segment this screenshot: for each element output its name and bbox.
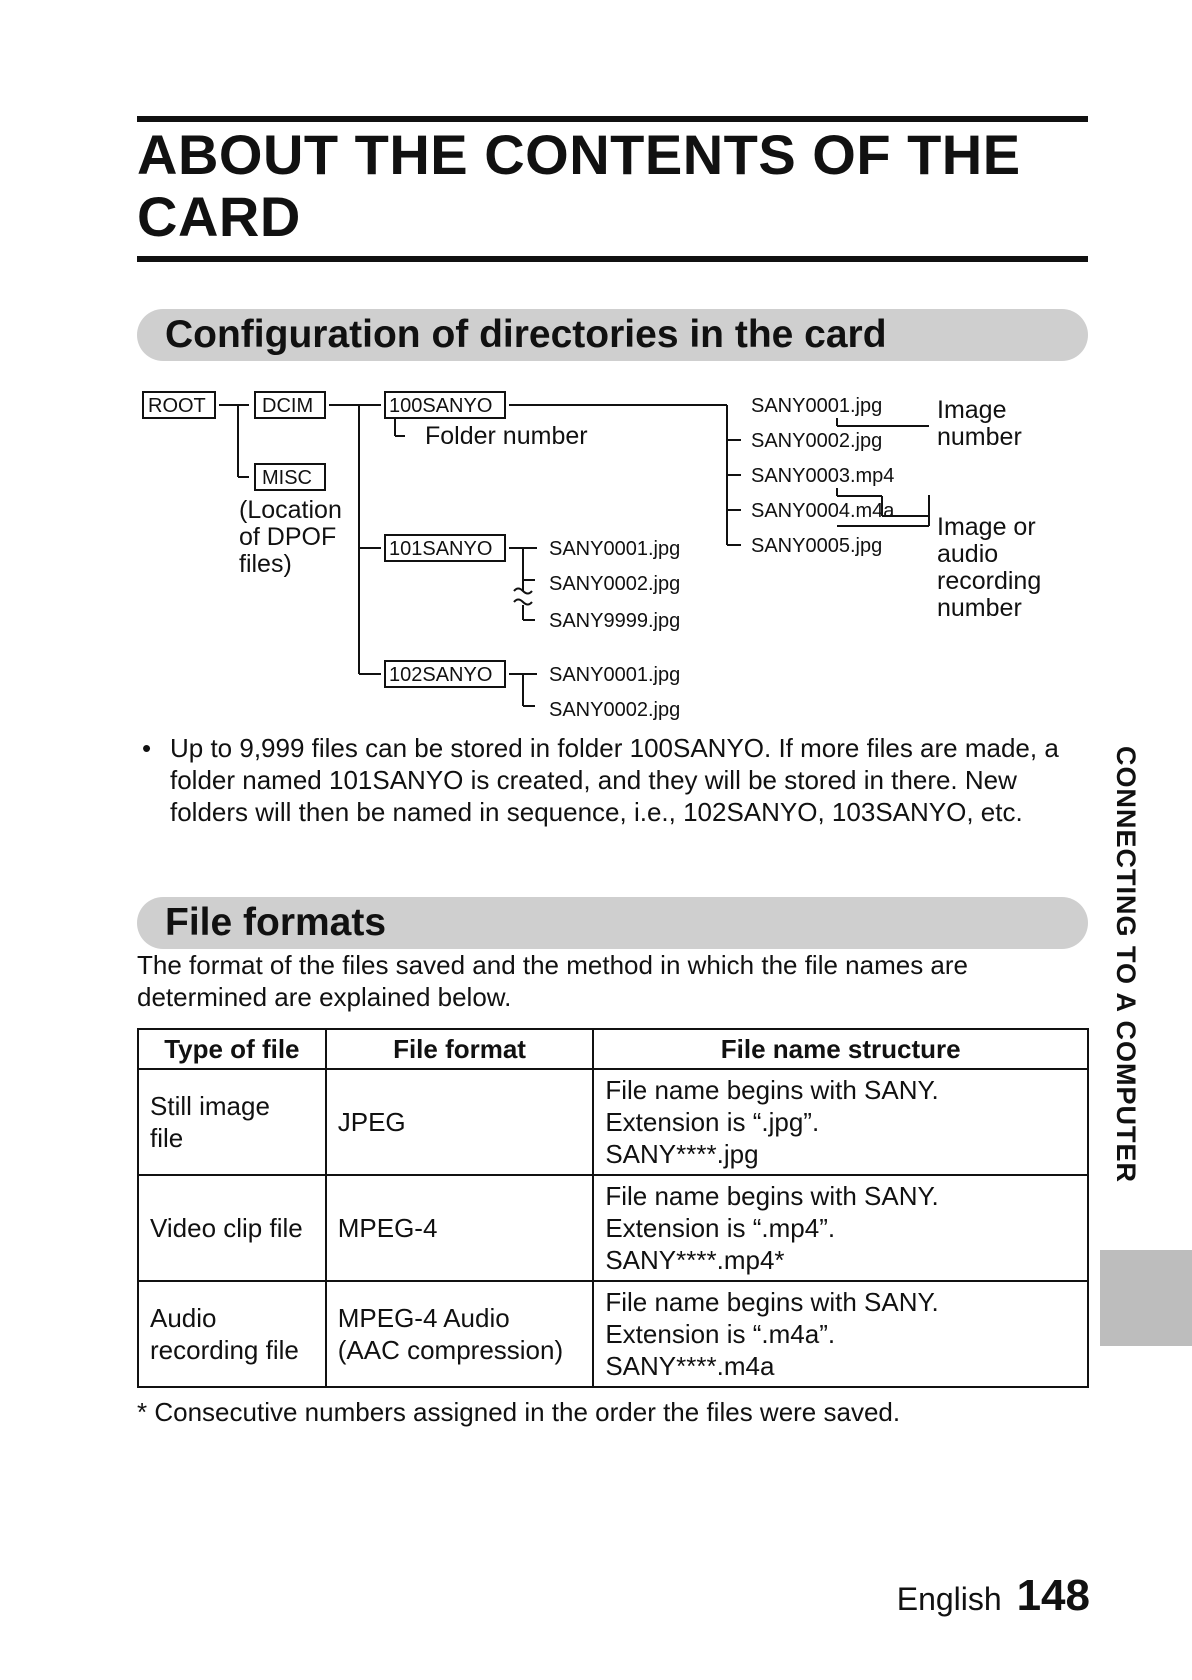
cell-line: JPEG [337, 1107, 406, 1137]
root-label: ROOT [148, 395, 206, 417]
file-100-1: SANY0001.jpg [751, 395, 883, 417]
file-100-4: SANY0004.m4a [751, 500, 895, 522]
cell-line: File name begins with SANY. [605, 1287, 939, 1317]
cell-line: SANY****.mp4* [605, 1245, 785, 1275]
side-tab-marker [1100, 1250, 1192, 1346]
folder-101-label: 101SANYO [389, 538, 493, 560]
header-structure: File name structure [593, 1029, 1088, 1069]
table-row [138, 1175, 1088, 1281]
title-rule-bottom [137, 256, 1088, 262]
header-type: Type of file [138, 1029, 326, 1069]
cell-line: (AAC compression) [337, 1335, 564, 1365]
misc-note-3: files) [239, 550, 292, 578]
file-formats-table [137, 1028, 1089, 1388]
section-title-directories: Configuration of directories in the card [165, 313, 887, 356]
cell-line: MPEG-4 [337, 1213, 438, 1243]
folder-102-label: 102SANYO [389, 664, 493, 686]
file-102-1: SANY0001.jpg [549, 664, 681, 686]
file-102-2: SANY0002.jpg [549, 699, 681, 720]
cell-line: SANY****.m4a [605, 1351, 775, 1381]
cell-structure [593, 1281, 1088, 1387]
cell-type [138, 1069, 326, 1175]
cell-line: File name begins with SANY. [605, 1075, 939, 1105]
cell-line: Extension is “.mp4”. [605, 1213, 836, 1243]
footnote [137, 1396, 1088, 1428]
page-title: ABOUT THE CONTENTS OF THE CARD [137, 123, 1021, 248]
file-101-3: SANY9999.jpg [549, 610, 681, 632]
cell-type [138, 1175, 326, 1281]
footnote-text: Consecutive numbers assigned in the order the files were saved. [154, 1397, 901, 1427]
table-header-row [138, 1029, 1088, 1069]
cell-format [326, 1069, 594, 1175]
formats-intro: The format of the files saved and the method in which the file names are determined are explained below. [137, 950, 969, 1012]
dcim-label: DCIM [262, 395, 314, 417]
misc-note-1: (Location [239, 496, 342, 524]
cell-type [138, 1281, 326, 1387]
cell-line: Extension is “.m4a”. [605, 1319, 836, 1349]
file-101-1: SANY0001.jpg [549, 538, 681, 560]
directory-tree-svg [137, 380, 1088, 720]
language-label: English [896, 1581, 1002, 1617]
image-number-2: number [937, 423, 1022, 451]
folder-note [142, 732, 1082, 828]
folder-note-text: Up to 9,999 files can be stored in folder 100SANYO. If more files are made, a folder named 101SANYO is created, and they will be stored in there. New folders will then be named in sequence, i.e., 102SANYO, 103SANYO, etc. [170, 733, 1059, 827]
page-footer [896, 1571, 1090, 1621]
table-row [138, 1281, 1088, 1387]
cell-line: recording file [150, 1335, 299, 1365]
file-100-2: SANY0002.jpg [751, 430, 883, 452]
image-number-1: Image [937, 396, 1007, 424]
misc-label: MISC [262, 467, 312, 489]
recording-number-3: recording [937, 567, 1042, 595]
footnote-mark: * [137, 1397, 148, 1427]
cell-line: Video clip file [150, 1213, 303, 1243]
section-header-directories [137, 309, 1088, 361]
table-row [138, 1069, 1088, 1175]
folder-100-label: 100SANYO [389, 395, 493, 417]
section-title-formats: File formats [165, 901, 387, 944]
recording-number-2: audio [937, 540, 999, 568]
folder-number-label: Folder number [425, 422, 588, 450]
cell-line: file [150, 1123, 184, 1153]
misc-note-2: of DPOF [239, 523, 337, 551]
cell-line: Extension is “.jpg”. [605, 1107, 820, 1137]
file-101-2: SANY0002.jpg [549, 573, 681, 595]
cell-line: SANY****.jpg [605, 1139, 759, 1169]
file-100-3: SANY0003.mp4 [751, 465, 895, 487]
cell-structure [593, 1069, 1088, 1175]
cell-line: MPEG-4 Audio [337, 1303, 510, 1333]
cell-structure [593, 1175, 1088, 1281]
directory-diagram [137, 380, 1088, 720]
recording-number-4: number [937, 594, 1022, 622]
header-format: File format [326, 1029, 594, 1069]
cell-line: File name begins with SANY. [605, 1181, 939, 1211]
file-100-5: SANY0005.jpg [751, 535, 883, 557]
title-rule-top [137, 116, 1088, 122]
page-number: 148 [1016, 1571, 1090, 1620]
cell-format [326, 1175, 594, 1281]
cell-line: Audio [150, 1303, 217, 1333]
cell-line: Still image [150, 1091, 270, 1121]
cell-format [326, 1281, 594, 1387]
section-header-formats [137, 897, 1088, 949]
recording-number-1: Image or [937, 513, 1036, 541]
side-tab-label: CONNECTING TO A COMPUTER [1111, 746, 1141, 1184]
bullet-icon: • [142, 733, 152, 763]
